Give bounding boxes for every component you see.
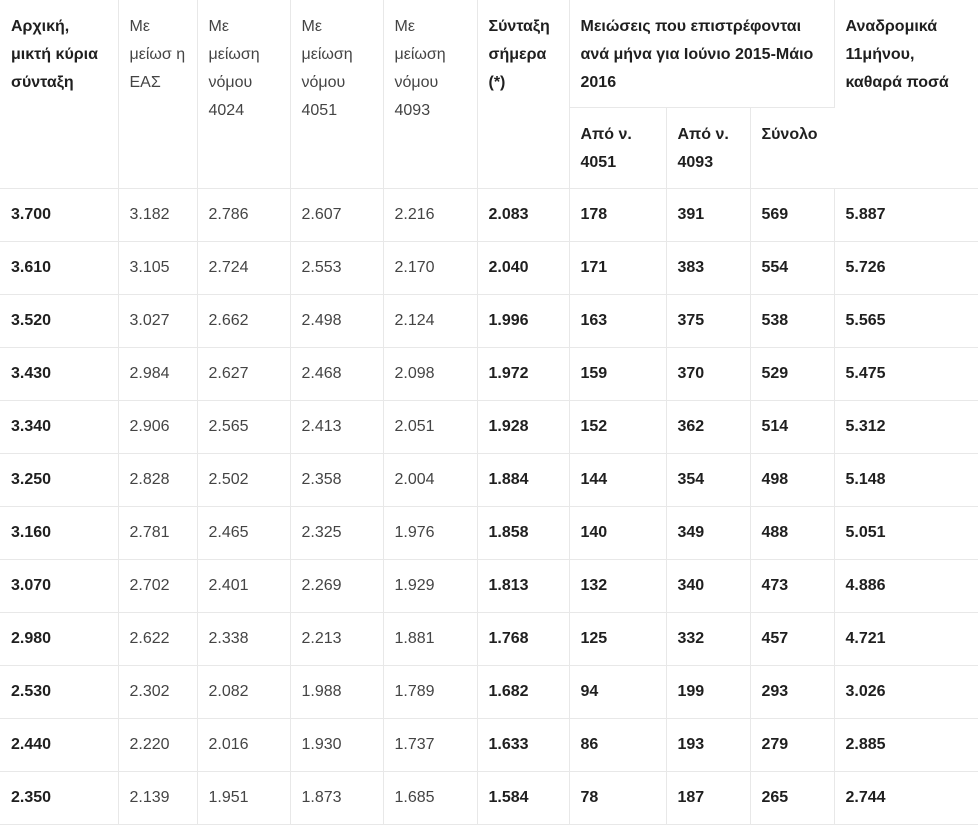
table-row [0, 454, 978, 507]
table-row [0, 401, 978, 454]
cell-law4051: 2.607 [290, 189, 383, 242]
cell-refund4051: 78 [569, 772, 666, 825]
cell-law4024: 2.401 [197, 560, 290, 613]
cell-refund4051: 132 [569, 560, 666, 613]
cell-refundtotal: 498 [750, 454, 834, 507]
table-row [0, 507, 978, 560]
cell-law4024: 1.951 [197, 772, 290, 825]
cell-refund4051: 171 [569, 242, 666, 295]
cell-refund4093: 349 [666, 507, 750, 560]
cell-law4051: 2.468 [290, 348, 383, 401]
cell-law4024: 2.465 [197, 507, 290, 560]
cell-refund4093: 375 [666, 295, 750, 348]
cell-eas: 3.105 [118, 242, 197, 295]
cell-law4093: 1.789 [383, 666, 477, 719]
cell-refund4093: 332 [666, 613, 750, 666]
table-row [0, 719, 978, 772]
cell-refund4051: 86 [569, 719, 666, 772]
table-row [0, 666, 978, 719]
cell-law4024: 2.082 [197, 666, 290, 719]
cell-refund4093: 354 [666, 454, 750, 507]
cell-refund4093: 199 [666, 666, 750, 719]
cell-today: 1.584 [477, 772, 569, 825]
cell-law4024: 2.786 [197, 189, 290, 242]
cell-refund4093: 187 [666, 772, 750, 825]
cell-refundtotal: 488 [750, 507, 834, 560]
table-row [0, 295, 978, 348]
cell-law4024: 2.338 [197, 613, 290, 666]
cell-refundtotal: 293 [750, 666, 834, 719]
cell-refund4051: 144 [569, 454, 666, 507]
cell-law4051: 2.213 [290, 613, 383, 666]
cell-refund4093: 362 [666, 401, 750, 454]
cell-today: 1.682 [477, 666, 569, 719]
cell-original: 3.160 [0, 507, 118, 560]
cell-today: 1.928 [477, 401, 569, 454]
cell-retroactive: 2.744 [834, 772, 978, 825]
cell-refund4051: 94 [569, 666, 666, 719]
cell-today: 1.972 [477, 348, 569, 401]
table-row [0, 560, 978, 613]
table-row [0, 613, 978, 666]
cell-retroactive: 3.026 [834, 666, 978, 719]
cell-eas: 2.781 [118, 507, 197, 560]
cell-law4051: 2.498 [290, 295, 383, 348]
cell-refund4093: 340 [666, 560, 750, 613]
cell-refund4051: 159 [569, 348, 666, 401]
cell-eas: 2.622 [118, 613, 197, 666]
cell-original: 2.350 [0, 772, 118, 825]
cell-refund4051: 178 [569, 189, 666, 242]
cell-retroactive: 4.886 [834, 560, 978, 613]
cell-law4051: 2.413 [290, 401, 383, 454]
cell-today: 2.083 [477, 189, 569, 242]
cell-eas: 2.139 [118, 772, 197, 825]
cell-retroactive: 5.565 [834, 295, 978, 348]
header-eas-reduction: Με μείωσ η ΕΑΣ [118, 0, 197, 189]
header-law-4093: Με μείωση νόμου 4093 [383, 0, 477, 189]
cell-refundtotal: 554 [750, 242, 834, 295]
header-retroactive: Αναδρομικά 11μήνου, καθαρά ποσά [834, 0, 978, 189]
cell-retroactive: 2.885 [834, 719, 978, 772]
cell-eas: 2.828 [118, 454, 197, 507]
cell-retroactive: 5.312 [834, 401, 978, 454]
cell-original: 2.530 [0, 666, 118, 719]
cell-law4024: 2.565 [197, 401, 290, 454]
cell-law4051: 2.358 [290, 454, 383, 507]
cell-original: 3.070 [0, 560, 118, 613]
cell-law4093: 1.881 [383, 613, 477, 666]
cell-law4093: 1.929 [383, 560, 477, 613]
table-row [0, 348, 978, 401]
cell-eas: 2.220 [118, 719, 197, 772]
cell-law4024: 2.502 [197, 454, 290, 507]
cell-refund4093: 391 [666, 189, 750, 242]
cell-law4051: 2.553 [290, 242, 383, 295]
cell-law4093: 1.685 [383, 772, 477, 825]
cell-today: 1.884 [477, 454, 569, 507]
cell-eas: 2.702 [118, 560, 197, 613]
cell-original: 2.440 [0, 719, 118, 772]
cell-eas: 2.984 [118, 348, 197, 401]
cell-refund4051: 140 [569, 507, 666, 560]
cell-eas: 3.027 [118, 295, 197, 348]
cell-law4024: 2.627 [197, 348, 290, 401]
cell-refund4093: 370 [666, 348, 750, 401]
cell-original: 3.610 [0, 242, 118, 295]
cell-eas: 2.302 [118, 666, 197, 719]
cell-today: 2.040 [477, 242, 569, 295]
cell-today: 1.858 [477, 507, 569, 560]
cell-today: 1.633 [477, 719, 569, 772]
cell-original: 3.520 [0, 295, 118, 348]
cell-law4051: 1.988 [290, 666, 383, 719]
subheader-total: Σύνολο [750, 108, 834, 189]
cell-retroactive: 5.475 [834, 348, 978, 401]
cell-refundtotal: 265 [750, 772, 834, 825]
cell-law4051: 2.325 [290, 507, 383, 560]
header-refunds-group: Μειώσεις που επιστρέφονται ανά μήνα για Ιούνιο 2015-Μάιο 2016 [569, 0, 834, 108]
cell-today: 1.996 [477, 295, 569, 348]
cell-refundtotal: 529 [750, 348, 834, 401]
cell-today: 1.813 [477, 560, 569, 613]
cell-retroactive: 5.726 [834, 242, 978, 295]
cell-retroactive: 5.148 [834, 454, 978, 507]
header-pension-today: Σύνταξη σήμερα (*) [477, 0, 569, 189]
table-row [0, 189, 978, 242]
table-body [0, 189, 978, 825]
cell-law4051: 1.873 [290, 772, 383, 825]
cell-retroactive: 4.721 [834, 613, 978, 666]
cell-law4024: 2.016 [197, 719, 290, 772]
cell-law4024: 2.724 [197, 242, 290, 295]
cell-refund4093: 193 [666, 719, 750, 772]
cell-retroactive: 5.051 [834, 507, 978, 560]
subheader-from-4051: Από ν. 4051 [569, 108, 666, 189]
cell-law4093: 2.098 [383, 348, 477, 401]
cell-refund4051: 163 [569, 295, 666, 348]
cell-refundtotal: 279 [750, 719, 834, 772]
cell-refundtotal: 514 [750, 401, 834, 454]
header-law-4024: Με μείωση νόμου 4024 [197, 0, 290, 189]
cell-refundtotal: 457 [750, 613, 834, 666]
cell-law4024: 2.662 [197, 295, 290, 348]
cell-refund4093: 383 [666, 242, 750, 295]
cell-law4051: 1.930 [290, 719, 383, 772]
header-law-4051: Με μείωση νόμου 4051 [290, 0, 383, 189]
table-row [0, 242, 978, 295]
cell-law4051: 2.269 [290, 560, 383, 613]
cell-retroactive: 5.887 [834, 189, 978, 242]
cell-law4093: 2.004 [383, 454, 477, 507]
cell-refundtotal: 473 [750, 560, 834, 613]
header-original-pension: Αρχική, μικτή κύρια σύνταξη [0, 0, 118, 189]
cell-eas: 3.182 [118, 189, 197, 242]
cell-original: 3.250 [0, 454, 118, 507]
cell-refund4051: 125 [569, 613, 666, 666]
subheader-from-4093: Από ν. 4093 [666, 108, 750, 189]
cell-original: 3.340 [0, 401, 118, 454]
cell-original: 2.980 [0, 613, 118, 666]
cell-law4093: 1.737 [383, 719, 477, 772]
table-header [0, 0, 978, 189]
cell-original: 3.430 [0, 348, 118, 401]
cell-law4093: 2.124 [383, 295, 477, 348]
cell-law4093: 2.051 [383, 401, 477, 454]
cell-law4093: 2.216 [383, 189, 477, 242]
cell-law4093: 1.976 [383, 507, 477, 560]
cell-refundtotal: 538 [750, 295, 834, 348]
cell-original: 3.700 [0, 189, 118, 242]
table-row [0, 772, 978, 825]
cell-today: 1.768 [477, 613, 569, 666]
cell-refund4051: 152 [569, 401, 666, 454]
cell-law4093: 2.170 [383, 242, 477, 295]
cell-eas: 2.906 [118, 401, 197, 454]
cell-refundtotal: 569 [750, 189, 834, 242]
